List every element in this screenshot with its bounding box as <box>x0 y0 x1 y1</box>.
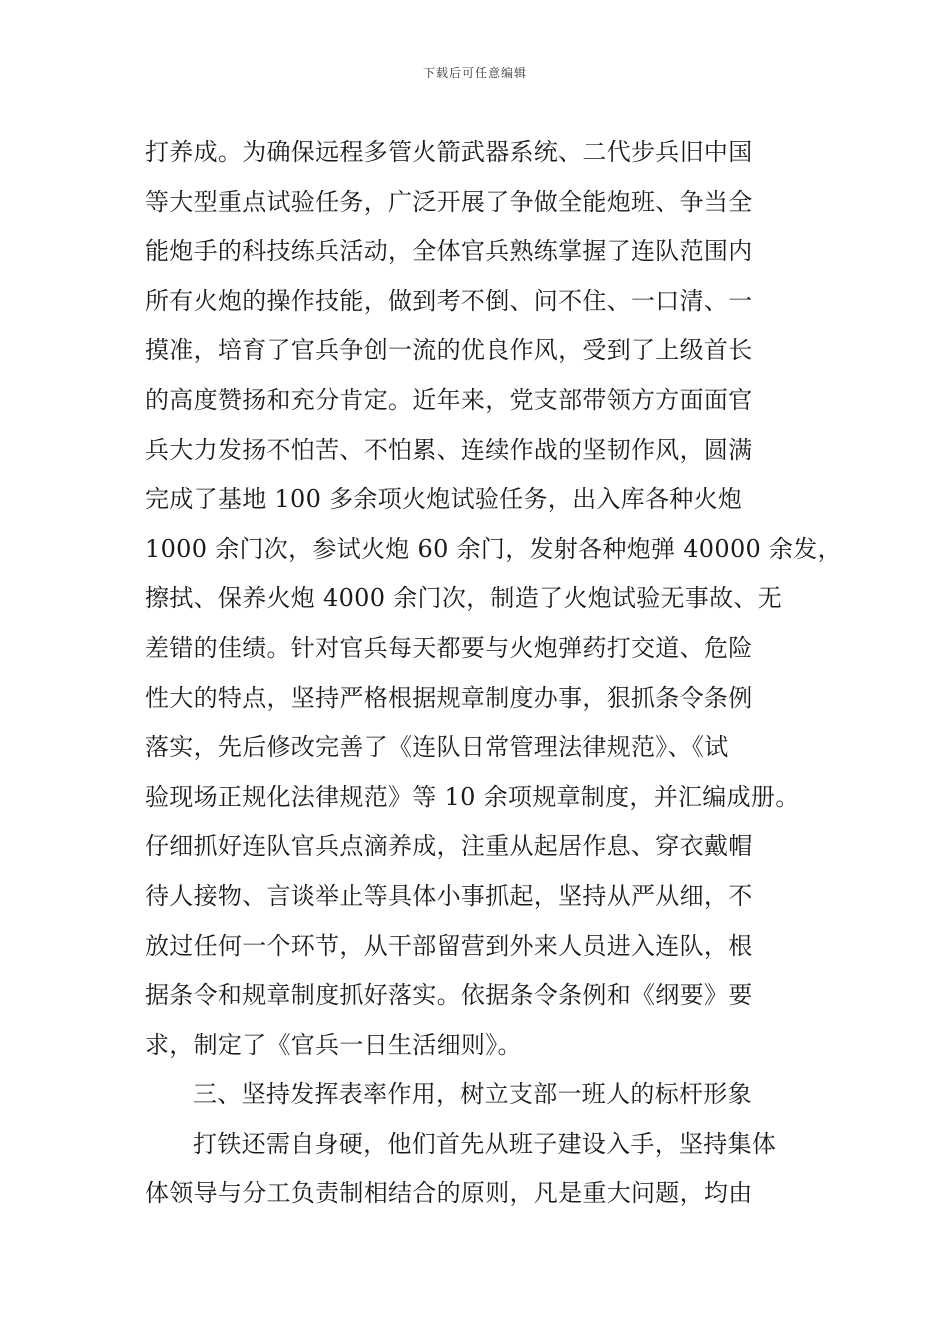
text-line: 等大型重点试验任务，广泛开展了争做全能炮班、争当全 <box>145 187 753 216</box>
text-line: 擦拭、保养火炮 4000 余门次，制造了火炮试验无事故、无 <box>145 584 783 613</box>
text-line: 能炮手的科技练兵活动，全体官兵熟练掌握了连队范围内 <box>145 237 753 266</box>
page-header: 下载后可任意编辑 <box>422 66 527 80</box>
text-line: 验现场正规化法律规范》等 10 余项规章制度，并汇编成册。 <box>145 782 800 811</box>
document-body <box>145 128 842 1219</box>
text-line: 的高度赞扬和充分肯定。近年来，党支部带领方方面面官 <box>145 385 753 414</box>
text-line: 求，制定了《官兵一日生活细则》。 <box>145 1030 522 1059</box>
text-line: 落实，先后修改完善了《连队日常管理法律规范》、《试 <box>145 733 729 762</box>
text-line: 完成了基地 100 多余项火炮试验任务，出入库各种火炮 <box>145 485 743 514</box>
text-line: 待人接物、言谈举止等具体小事抓起，坚持从严从细，不 <box>145 881 753 910</box>
text-line: 仔细抓好连队官兵点滴养成，注重从起居作息、穿衣戴帽 <box>145 832 753 861</box>
text-line: 所有火炮的操作技能，做到考不倒、问不住、一口清、一 <box>145 286 753 315</box>
section-heading: 三、坚持发挥表率作用，树立支部一班人的标杆形象 <box>193 1080 752 1109</box>
text-line: 兵大力发扬不怕苦、不怕累、连续作战的坚韧作风，圆满 <box>145 435 753 464</box>
text-line: 1000 余门次，参试火炮 60 余门，发射各种炮弹 40000 余发， <box>145 534 842 563</box>
text-line: 性大的特点，坚持严格根据规章制度办事，狠抓条令条例 <box>145 683 753 712</box>
text-line: 摸准，培育了官兵争创一流的优良作风，受到了上级首长 <box>145 336 753 365</box>
text-line: 打养成。为确保远程多管火箭武器系统、二代步兵旧中国 <box>145 138 753 166</box>
text-line: 据条令和规章制度抓好落实。依据条令条例和《纲要》要 <box>145 981 753 1010</box>
text-line: 打铁还需自身硬，他们首先从班子建设入手，坚持集体 <box>193 1129 777 1158</box>
text-line: 放过任何一个环节，从干部留营到外来人员进入连队，根 <box>145 931 753 960</box>
text-line: 体领导与分工负责制相结合的原则，凡是重大问题，均由 <box>145 1179 753 1208</box>
text-line: 差错的佳绩。针对官兵每天都要与火炮弹药打交道、危险 <box>145 633 753 662</box>
